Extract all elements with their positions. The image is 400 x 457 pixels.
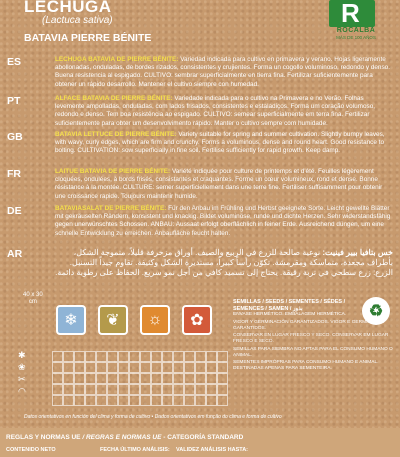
footnote: Datos orientativos en función del clima y forma de cultivo • Dados orientativos em função do clima e forma de cultivo (24, 414, 282, 420)
lang-code: AR (7, 248, 23, 260)
lang-text: Variedade indicada para o cultivo na Primavera e no Verão. Folhas levemente ampolladas, onduladas, com lados frisados, consistentes e estaladiços. Forma um coração volumoso, redondo e denso. Tem boa resistência ao espigado. CULTIVO: semear superficialmente em terra fina. Fertilizar suficientemente para obter um desenvolvimento rápido. Manter o cultivo sempre com humidade. (55, 95, 376, 127)
seed-info-line: VIGOR Y GERMINACIÓN GARANTIZADOS. VIGOR E GERMINAÇÃO GARANTIDOS. (233, 319, 385, 331)
logo-letter: R (341, 0, 360, 28)
lang-code: ES (7, 56, 22, 68)
lang-code: GB (7, 131, 23, 143)
seedling-icon: ❦ (98, 305, 128, 335)
lang-code: FR (7, 168, 21, 180)
lang-heading: ALFACE BATAVIA DE PIERRE BÉNITE: (55, 95, 173, 102)
rules-title (6, 434, 243, 441)
seed-info-line: ENVASE HERMÉTICO. EMBALAGEM HERMÉTICA. (233, 312, 347, 317)
transplant-symbol-icon: ❀ (18, 362, 26, 372)
lang-heading: BATAVIASALAT DE PIERRE BÉNITE: (55, 205, 167, 212)
lang-heading: LAITUE BATAVIA DE PIERRE BÉNITE: (55, 168, 171, 175)
seed-info-line: SEMENTES IMPRÓPRIAS PARA CONSUMO HUMANO E ANIMAL. DESTINADAS APENAS PARA SEMENTEIRA. (233, 360, 379, 371)
lang-heading: خس بتافيا بيير فينيت: (322, 248, 393, 257)
seed-info (233, 312, 393, 374)
harvest-symbol-icon: ✂ (18, 374, 26, 384)
brand-tagline: MÁS DE 100 AÑOS (336, 35, 376, 40)
brand-name: ROCALBA (336, 27, 376, 34)
sow-symbol-icon: ✱ (18, 350, 26, 360)
seed-info-line: SEMILLAS PARA SIEMBRA NO APTAS PARA EL CONSUMO HUMANO O ANIMAL. (233, 346, 393, 358)
lang-code: DE (7, 205, 22, 217)
lang-code: PT (7, 95, 21, 107)
rules-category: - CATEGORÍA STANDARD (163, 434, 244, 441)
variety-name: BATAVIA PIERRE BÉNITE (24, 32, 152, 44)
valid-until-label: VALIDEZ ANÁLISIS HASTA: (176, 447, 249, 453)
lang-text: نوعية صالحة للزرع في الربيع والصيف. أوراق مزخرفة قليلاً، متموجة الشكل، بأطراف مجعدة، متماسكة ومقرمشة. تكوّن رأساً كبيراً، مستديرة الشكل وكثيفة. تقاوم جيداً التسنبل. الزرع: زرع سطحي في تربة رقيقة. يحتاج إلى تسميد كافي من أجل نمو سريع. الحفاظ على رطوبة دائمة. (55, 248, 393, 277)
lang-desc (55, 56, 393, 89)
rules-title-pt: / REGRAS E NORMAS UE (82, 434, 162, 441)
snowflake-icon: ❄ (56, 305, 86, 335)
seed-info-line: CONSERVAR EN LUGAR FRESCO Y SECO. CONSERVAR EM LUGAR FRESCO E SECO. (233, 333, 389, 344)
lang-desc (55, 95, 393, 128)
last-analysis-label: FECHA ÚLTIMO ANÁLISIS: (100, 447, 170, 453)
lang-desc (55, 168, 393, 201)
lang-desc (55, 248, 393, 278)
rules-title-es: REGLAS Y NORMAS UE (6, 434, 81, 441)
lang-desc (55, 131, 393, 156)
spacing-dims: 40 x 30 (23, 292, 43, 298)
lang-heading: BATAVIA LETTUCE DE PIERRE BÉNITE: (55, 131, 177, 138)
lang-text: Für den Anbau im Frühling und Herbst geeignete Sorte. Leicht gewellte Blätter mit gekräuselten Rändern, konsistent und knackig. Bildet voluminöse, runde und dichte Herzen. Sehr widerstandsfähig gegen unerwünschtes Schossen. ANBAU: Aussaat erfolgt oberflächlich in feiner Erde. Ausreichend düngen, um eine schnelle Entwicklung zu erreichen. Anbaufläche feucht halten. (55, 205, 391, 237)
sowing-calendar (52, 351, 228, 406)
recycle-icon: ♻ (362, 297, 390, 325)
lang-text: Variedad indicada para cultivo en primavera y verano. Hojas ligeramente abollonadas, onduladas, de bordes rizados, consistentes y crujientes. Forma un cogollo voluminoso, redondo y denso. Buena resistencia al espigado. CULTIVO: sembrar superficialmente en tierra fina. Fertilizar suficientemente para obtener un rápido desarrollo. Mantener el cultivo siempre con humedad. (55, 56, 390, 88)
cover-symbol-icon: ◠ (18, 386, 26, 396)
harvest-icon: ✿ (182, 305, 212, 335)
lang-text: Variété indiquée pour culture de printemps et d'été. Feuilles légèrement cloquées, ondulées, à bords frisés, consistantes et craquantes. Forme un cœur volumineux, rond et dense. Bonne résistance à la montée. CULTURE: semer superficiellement dans une terre fine. Fertiliser suffisamment pour obtenir une croissance rapide. Toujours maintenir humide. (55, 168, 383, 200)
latin-name: (Lactuca sativa) (42, 15, 113, 26)
net-content-label: CONTENIDO NETO (6, 447, 56, 453)
rules-bar (0, 428, 400, 457)
spacing-unit: cm (28, 299, 37, 305)
product-title: LECHUGA (24, 0, 112, 16)
seeds-label: SEMILLAS / SEEDS / SEMENTES / SÉDES / SEMENCES / SAMEN / بذور (233, 299, 346, 312)
plant-spacing (23, 292, 43, 306)
sun-icon: ☼ (140, 305, 170, 335)
brand-logo (317, 0, 395, 38)
lang-text: Variety suitable for spring and summer cultivation. Slightly bumpy leaves, with wavy, curly edges, which are firm and crunchy. Forms a voluminous, dense and round heart. Good resistance to bolting. CULTIVATION: sow superficially in fine soil. Fertilise sufficiently for rapid growth. Keep damp. (55, 131, 385, 155)
lang-desc (55, 205, 393, 238)
lang-heading: LECHUGA BATAVIA DE PIERRE BÉNITE: (55, 56, 179, 63)
